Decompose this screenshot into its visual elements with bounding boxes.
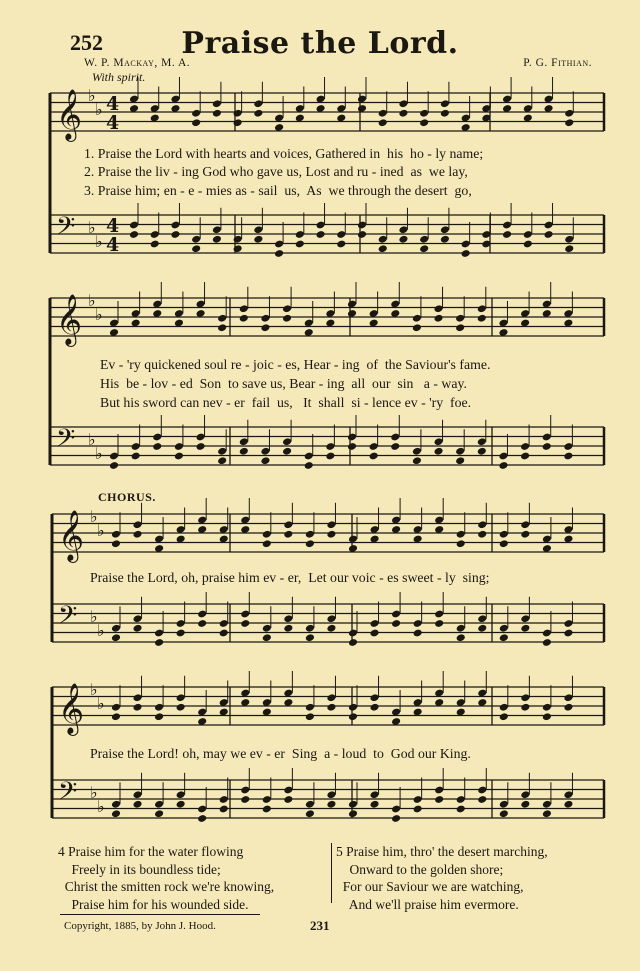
treble-clef: 𝄞: [58, 510, 85, 561]
note-head: [369, 452, 379, 461]
note-head: [477, 314, 487, 323]
note-head: [253, 109, 263, 118]
note-head: [520, 530, 530, 539]
flat-sign: ♭: [88, 218, 96, 237]
author-credit: W. P. Mackay, M. A.: [84, 57, 191, 69]
note-head: [502, 230, 512, 239]
flat-sign: ♭: [90, 783, 98, 802]
note-head: [176, 800, 186, 809]
treble-clef: 𝄞: [56, 89, 83, 140]
note-head: [240, 619, 250, 628]
note-head: [176, 703, 186, 712]
flat-sign: ♭: [88, 86, 96, 105]
time-signature-digit: 4: [106, 112, 120, 134]
note-head: [499, 712, 509, 721]
note-head: [283, 530, 293, 539]
note-head: [111, 633, 121, 642]
flat-sign: ♭: [95, 232, 103, 251]
lyric-line-system2-verse2: His be - lov - ed Son to save us, Bear - ing all our sin a - way.: [100, 376, 467, 391]
note-head: [542, 809, 552, 818]
lyric-line-system2-verse1: Ev - 'ry quickened soul re - joic - es, Hear - ing of the Saviour's fame.: [100, 357, 491, 372]
note-head: [152, 442, 162, 451]
note-head: [111, 539, 121, 548]
note-head: [434, 795, 444, 804]
flat-sign: ♭: [90, 680, 98, 699]
note-head: [282, 447, 292, 456]
note-head: [326, 530, 336, 539]
note-head: [412, 323, 422, 332]
flat-sign: ♭: [95, 305, 103, 324]
note-head: [305, 712, 315, 721]
note-head: [563, 452, 573, 461]
note-head: [398, 109, 408, 118]
hymn-number: 252: [70, 30, 103, 55]
lyric-line-system2-verse3: But his sword can nev - er fail us, It shall si - lence ev - 'ry foe.: [100, 395, 472, 410]
note-head: [196, 442, 206, 451]
lyric-line-chorus2: Praise the Lord! oh, may we ev - er Sing a - loud to God our King.: [90, 746, 471, 761]
time-signature-digit: 4: [106, 234, 120, 256]
note-head: [440, 109, 450, 118]
flat-sign: ♭: [95, 444, 103, 463]
verse-5: [336, 843, 548, 913]
note-head: [219, 805, 229, 814]
note-head: [133, 800, 143, 809]
note-head: [174, 452, 184, 461]
note-head: [133, 530, 143, 539]
note-head: [391, 619, 401, 628]
note-head: [412, 456, 422, 465]
note-head: [455, 323, 465, 332]
note-head: [295, 240, 305, 249]
note-head: [326, 624, 336, 633]
note-head: [176, 629, 186, 638]
note-head: [305, 633, 315, 642]
note-head: [282, 314, 292, 323]
bass-clef: 𝄢: [56, 424, 76, 459]
note-head: [499, 809, 509, 818]
note-head: [477, 624, 487, 633]
note-head: [170, 230, 180, 239]
note-head: [233, 244, 243, 253]
note-head: [217, 456, 227, 465]
note-head: [523, 240, 533, 249]
note-head: [283, 795, 293, 804]
note-head: [262, 805, 272, 814]
note-head: [348, 809, 358, 818]
note-head: [131, 452, 141, 461]
note-head: [212, 109, 222, 118]
note-head: [378, 244, 388, 253]
note-head: [456, 633, 466, 642]
verse-5-line: Onward to the golden shore;: [336, 861, 504, 877]
note-head: [133, 624, 143, 633]
note-head: [499, 539, 509, 548]
verse-5-line: 5 Praise him, thro' the desert marching,: [336, 844, 548, 859]
flat-sign: ♭: [97, 694, 105, 713]
note-head: [348, 712, 358, 721]
note-head: [499, 633, 509, 642]
note-head: [154, 712, 164, 721]
note-head: [563, 629, 573, 638]
tempo-marking: With spirit.: [92, 70, 146, 84]
verse-4-line: Praise him for his wounded side.: [58, 896, 249, 912]
note-head: [305, 539, 315, 548]
note-head: [498, 461, 508, 470]
composer-credit: P. G. Fithian.: [523, 57, 592, 69]
note-head: [217, 323, 227, 332]
flat-sign: ♭: [90, 607, 98, 626]
treble-clef: 𝄞: [56, 294, 83, 345]
note-head: [326, 703, 336, 712]
note-head: [347, 442, 357, 451]
note-head: [219, 629, 229, 638]
note-head: [316, 230, 326, 239]
note-head: [440, 235, 450, 244]
note-head: [253, 235, 263, 244]
bass-clef: 𝄢: [58, 777, 78, 812]
verse-divider: [331, 843, 332, 903]
note-head: [564, 118, 574, 127]
note-head: [542, 712, 552, 721]
note-head: [305, 809, 315, 818]
note-head: [370, 629, 380, 638]
note-head: [456, 805, 466, 814]
verse-5-line: For our Saviour we are watching,: [336, 879, 524, 894]
note-head: [419, 244, 429, 253]
note-head: [542, 638, 552, 647]
note-head: [111, 712, 121, 721]
note-head: [274, 249, 284, 258]
note-head: [520, 624, 530, 633]
note-head: [520, 703, 530, 712]
note-head: [477, 447, 487, 456]
note-head: [197, 814, 207, 823]
note-head: [239, 447, 249, 456]
note-head: [260, 323, 270, 332]
note-head: [154, 809, 164, 818]
verse-5-line: And we'll praise him evermore.: [336, 896, 519, 912]
flat-sign: ♭: [95, 100, 103, 119]
note-head: [233, 118, 243, 127]
note-head: [111, 809, 121, 818]
note-head: [133, 703, 143, 712]
note-head: [544, 230, 554, 239]
flat-sign: ♭: [97, 621, 105, 640]
note-head: [564, 244, 574, 253]
note-head: [477, 530, 487, 539]
note-head: [456, 539, 466, 548]
note-head: [434, 619, 444, 628]
note-head: [390, 442, 400, 451]
lyric-line-system1-verse2: 2. Praise the liv - ing God who gave us, Lost and ru - ined as we lay,: [84, 164, 468, 179]
bass-clef: 𝄢: [58, 601, 78, 636]
note-head: [520, 800, 530, 809]
note-head: [370, 703, 380, 712]
note-head: [413, 805, 423, 814]
note-head: [434, 314, 444, 323]
note-head: [563, 703, 573, 712]
note-head: [197, 619, 207, 628]
note-head: [260, 456, 270, 465]
note-head: [325, 452, 335, 461]
note-head: [336, 240, 346, 249]
lyric-line-system1-verse1: 1. Praise the Lord with hearts and voices, Gathered in his ho - ly name;: [84, 146, 484, 161]
lyric-line-chorus1: Praise the Lord, oh, praise him ev - er, Let our voic - es sweet - ly sing;: [90, 570, 490, 585]
note-head: [109, 461, 119, 470]
note-head: [191, 244, 201, 253]
note-head: [326, 800, 336, 809]
note-head: [191, 118, 201, 127]
note-head: [150, 240, 160, 249]
note-head: [262, 633, 272, 642]
note-head: [240, 795, 250, 804]
verse-4: [58, 843, 274, 913]
lyric-line-system1-verse3: 3. Praise him; en - e - mies as - sail us, As we through the desert go,: [84, 183, 472, 198]
verse-4-line: Freely in its boundless tide;: [58, 861, 221, 877]
note-head: [477, 795, 487, 804]
note-head: [391, 814, 401, 823]
flat-sign: ♭: [97, 521, 105, 540]
note-head: [357, 230, 367, 239]
flat-sign: ♭: [90, 507, 98, 526]
treble-clef: 𝄞: [58, 683, 85, 734]
time-signature-digit: 4: [106, 215, 120, 237]
hymn-title: Praise the Lord.: [181, 26, 459, 61]
note-head: [413, 629, 423, 638]
note-head: [370, 800, 380, 809]
note-head: [520, 452, 530, 461]
page-number: 231: [310, 918, 330, 933]
note-head: [154, 638, 164, 647]
note-head: [212, 235, 222, 244]
note-head: [239, 314, 249, 323]
note-head: [378, 118, 388, 127]
note-head: [434, 447, 444, 456]
flat-sign: ♭: [88, 430, 96, 449]
note-head: [348, 638, 358, 647]
note-head: [304, 461, 314, 470]
copyright-notice: Copyright, 1885, by John J. Hood.: [64, 920, 216, 932]
note-head: [563, 800, 573, 809]
flat-sign: ♭: [97, 797, 105, 816]
verse-4-line: Christ the smitten rock we're knowing,: [58, 879, 275, 894]
bass-clef: 𝄢: [56, 212, 76, 247]
note-head: [542, 442, 552, 451]
note-head: [461, 249, 471, 258]
note-head: [129, 230, 139, 239]
note-head: [262, 539, 272, 548]
verse-4-line: 4 Praise him for the water flowing: [58, 844, 244, 859]
note-head: [398, 235, 408, 244]
chorus-label: CHORUS.: [98, 490, 156, 504]
note-head: [283, 624, 293, 633]
note-head: [419, 118, 429, 127]
time-signature-digit: 4: [106, 93, 120, 115]
note-head: [455, 456, 465, 465]
flat-sign: ♭: [88, 291, 96, 310]
footer-rule: [60, 914, 260, 915]
